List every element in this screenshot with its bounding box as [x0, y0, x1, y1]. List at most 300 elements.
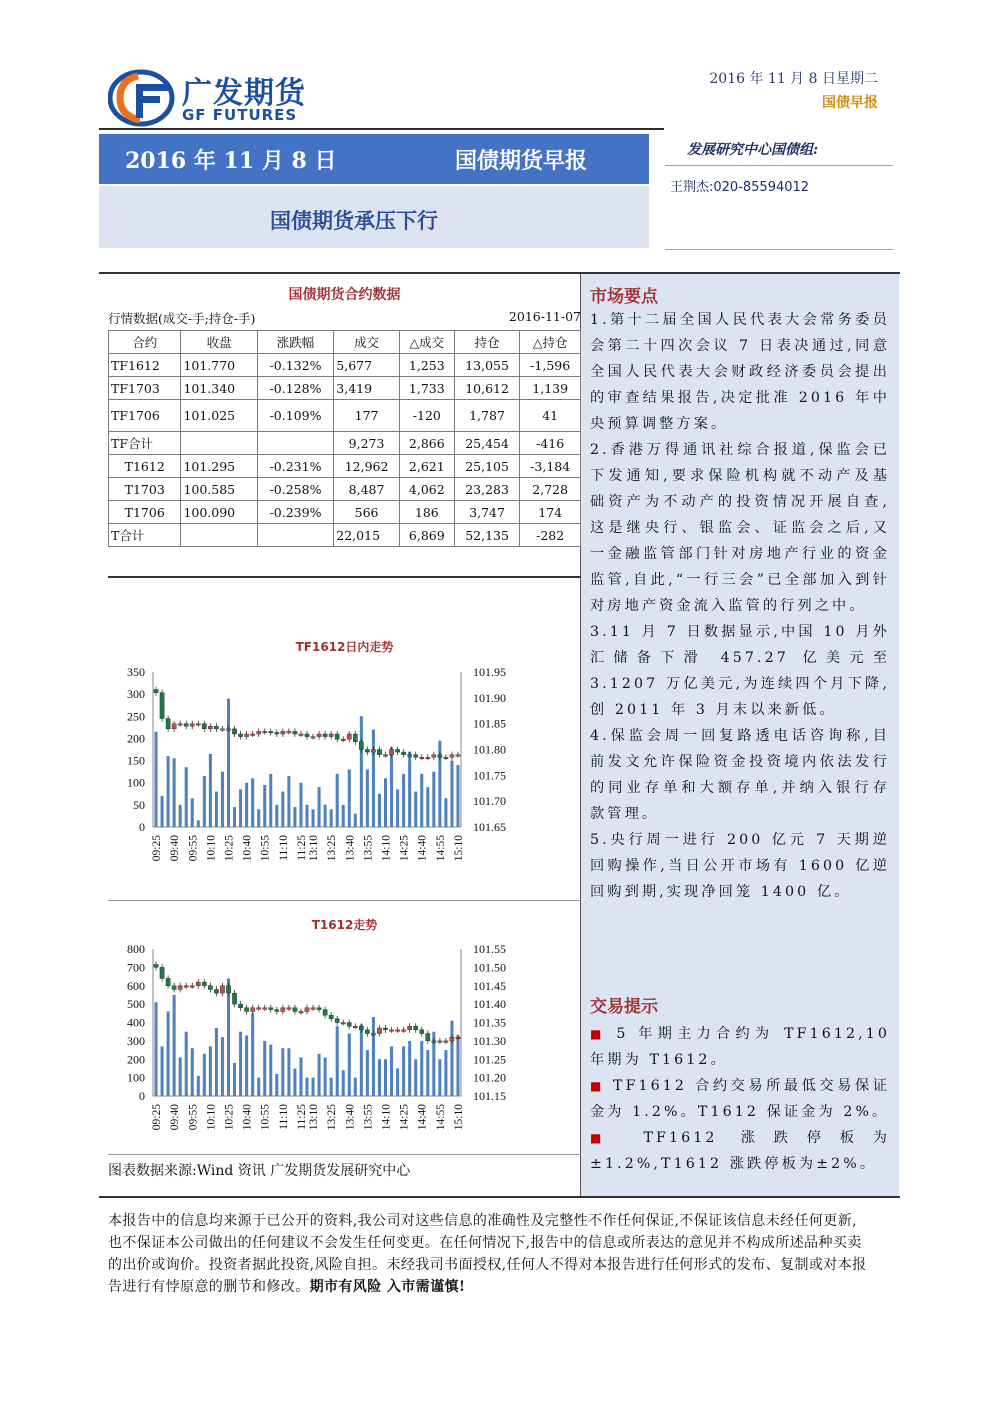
price-candle [456, 1037, 460, 1039]
table-cell: 174 [520, 501, 581, 524]
x-tick-label: 13:40 [344, 835, 357, 862]
volume-bar [444, 798, 447, 827]
price-candle [293, 1008, 297, 1012]
volume-bar [173, 995, 176, 1096]
price-candle [251, 1008, 255, 1012]
table-row [109, 400, 581, 432]
volume-bar [269, 1045, 272, 1096]
table-cell: 9,273 [334, 432, 400, 455]
table-cell: -1,596 [520, 354, 581, 377]
volume-bar [155, 732, 158, 827]
price-candle [444, 1041, 448, 1043]
volume-bar [450, 761, 453, 827]
x-tick-label: 10:25 [223, 835, 236, 862]
tip-text: 5 年期主力合约为 TF1612,10 年期为 T1612。 [590, 1026, 890, 1068]
price-candle [214, 726, 218, 729]
disclaimer [108, 1210, 868, 1298]
volume-bar [263, 785, 266, 827]
table-cell: 101.770 [181, 354, 257, 377]
tf1612-intraday-chart [108, 660, 581, 890]
volume-bar [305, 1078, 308, 1096]
x-tick-label: 09:40 [169, 835, 182, 862]
price-candle [184, 986, 188, 988]
tip-item [590, 1073, 890, 1125]
price-candle [251, 734, 255, 736]
table-cell: 2,728 [520, 478, 581, 501]
price-candle [263, 731, 267, 733]
volume-bar [215, 792, 218, 827]
price-candle [178, 724, 182, 726]
table-cell: 2,866 [399, 432, 454, 455]
price-candle [317, 734, 321, 737]
y-tick-label: 200 [127, 731, 145, 746]
tip-text: TF1612 合约交易所最低交易保证金为 1.2%。T1612 保证金为 2%。 [590, 1078, 890, 1120]
volume-bar [354, 814, 357, 827]
y2-tick-label: 101.45 [473, 978, 506, 993]
volume-bar [191, 798, 194, 827]
volume-bar [378, 794, 381, 827]
price-candle [299, 1011, 303, 1013]
price-candle [377, 1028, 381, 1034]
price-candle [383, 1028, 387, 1030]
volume-bar [438, 1059, 441, 1096]
chart-separator [108, 1154, 581, 1155]
volume-bar [299, 1057, 302, 1096]
table-header-row [109, 331, 581, 354]
x-tick-label: 14:55 [434, 835, 447, 862]
volume-bar [396, 789, 399, 827]
table-cell: 23,283 [454, 478, 520, 501]
table-row [109, 524, 581, 547]
table-header-cell: 成交 [334, 331, 400, 354]
headline: 国债期货承压下行 [270, 208, 438, 233]
chart-source: 图表数据来源:Wind 资讯 广发期货发展研究中心 [108, 1163, 411, 1179]
table-row [109, 432, 581, 455]
volume-bar [197, 1076, 200, 1096]
price-candle [299, 734, 303, 736]
table-cell: 3,747 [454, 501, 520, 524]
volume-bar [257, 1078, 260, 1096]
y-tick-label: 200 [127, 1052, 145, 1067]
price-candle [323, 734, 327, 737]
x-tick-label: 13:10 [308, 1104, 321, 1131]
price-candle [432, 1041, 436, 1043]
x-tick-label: 14:10 [380, 835, 393, 862]
y-tick-label: 350 [127, 665, 145, 679]
tip-text: TF1612 涨跌停板为±1.2%,T1612 涨跌停板为±2%。 [590, 1130, 890, 1172]
y2-tick-label: 101.20 [473, 1070, 506, 1085]
table-cell: 52,135 [454, 524, 520, 547]
x-tick-label: 09:55 [187, 835, 200, 862]
table-cell: 3,419 [334, 377, 400, 400]
volume-bar [402, 774, 405, 827]
volume-bar [318, 1054, 321, 1096]
price-candle [160, 693, 164, 719]
volume-bar [408, 1041, 411, 1096]
volume-bar [239, 789, 242, 827]
price-candle [190, 986, 194, 988]
x-tick-label: 11:10 [277, 1104, 290, 1130]
price-candle [402, 752, 406, 755]
x-tick-label: 10:25 [223, 1104, 236, 1131]
y-tick-label: 400 [127, 1015, 145, 1030]
table-cell: T合计 [109, 524, 181, 547]
volume-bar [269, 774, 272, 827]
table-cell: 10,612 [454, 377, 520, 400]
table-cell: 2,621 [399, 455, 454, 478]
price-candle [317, 1008, 321, 1010]
y2-tick-label: 101.15 [473, 1089, 506, 1103]
x-tick-label: 10:10 [205, 835, 218, 862]
table-row [109, 455, 581, 478]
x-tick-label: 10:55 [259, 835, 272, 862]
table-title: 国债期货合约数据 [288, 287, 401, 303]
table-header-cell: △成交 [399, 331, 454, 354]
price-candle [281, 731, 285, 734]
table-header-cell: 合约 [109, 331, 181, 354]
volume-bar [420, 774, 423, 827]
author-contact: 王荆杰:020-85594012 [665, 166, 893, 250]
table-cell: -0.132% [257, 354, 334, 377]
price-candle [269, 1008, 273, 1010]
price-candle [269, 731, 273, 733]
table-cell: -0.239% [257, 501, 334, 524]
x-tick-label: 09:25 [151, 1104, 164, 1131]
volume-bar [233, 1063, 236, 1096]
price-candle [341, 1023, 345, 1025]
table-row [109, 377, 581, 400]
volume-bar [221, 772, 224, 827]
price-candle [238, 734, 242, 737]
volume-bar [450, 1021, 453, 1096]
table-subtitle-text: 行情数据(成交-手;持仓-手) [108, 311, 256, 326]
volume-bar [179, 805, 182, 827]
volume-bar [155, 1002, 158, 1096]
volume-bar [414, 792, 417, 827]
volume-bar [366, 769, 369, 827]
market-paragraph: 3.11 月 7 日数据显示,中国 10 月外汇储备下滑 457.27 亿美元至 3.1207 万亿美元,为连续四个月下降,创 2011 年 3 月末以来新低。 [590, 624, 890, 718]
table-cell: T1612 [109, 455, 181, 478]
volume-bar [305, 805, 308, 827]
price-candle [257, 731, 261, 734]
y2-tick-label: 101.75 [473, 768, 506, 783]
price-candle [353, 1026, 357, 1028]
price-candle [305, 734, 309, 737]
volume-bar [167, 756, 170, 827]
volume-bar [342, 805, 345, 827]
y-tick-label: 100 [127, 1070, 145, 1085]
author-box [665, 134, 893, 250]
table-cell: -0.258% [257, 478, 334, 501]
x-tick-label: 10:40 [241, 835, 254, 862]
price-candle [172, 724, 176, 729]
volume-bar [324, 1057, 327, 1096]
price-candle [438, 1041, 442, 1043]
table-row [109, 354, 581, 377]
price-candle [208, 726, 212, 729]
price-candle [341, 739, 345, 741]
price-candle [359, 1026, 363, 1030]
x-tick-label: 14:40 [416, 1104, 429, 1131]
price-candle [335, 1019, 339, 1023]
price-candle [232, 993, 236, 1004]
y2-tick-label: 101.35 [473, 1015, 506, 1030]
logo-text-en: GF FUTURES [182, 106, 298, 124]
header-rule [99, 128, 664, 130]
volume-bar [299, 783, 302, 827]
volume-bar [348, 769, 351, 827]
price-candle [244, 1008, 248, 1012]
volume-bar [245, 1035, 248, 1096]
y-tick-label: 0 [139, 1089, 145, 1103]
market-paragraph: 5.央行周一进行 200 亿元 7 天期逆回购操作,当日公开市场有 1600 亿逆回购到期,实现净回笼 1400 亿。 [590, 832, 890, 900]
volume-bar [239, 1032, 242, 1096]
x-tick-label: 13:55 [362, 1104, 375, 1131]
price-candle [244, 734, 248, 737]
volume-bar [390, 747, 393, 827]
price-candle [420, 1030, 424, 1034]
price-candle [293, 731, 297, 734]
price-candle [426, 1034, 430, 1041]
table-cell: -282 [520, 524, 581, 547]
price-candle [220, 986, 224, 993]
volume-bar [209, 1046, 212, 1096]
x-tick-label: 11:10 [277, 835, 290, 861]
volume-bar [179, 1057, 182, 1096]
table-row [109, 478, 581, 501]
price-candle [275, 732, 279, 734]
table-cell: 41 [520, 400, 581, 432]
price-candle [232, 729, 236, 734]
table-cell: 1,787 [454, 400, 520, 432]
table-cell: 4,062 [399, 478, 454, 501]
table-bottom-rule [108, 576, 581, 578]
x-tick-label: 13:10 [308, 835, 321, 862]
table-cell: 177 [334, 400, 400, 432]
volume-bar [185, 1032, 188, 1096]
table-cell: 25,105 [454, 455, 520, 478]
volume-bar [444, 1050, 447, 1096]
volume-bar [287, 776, 290, 827]
x-tick-label: 09:25 [151, 835, 164, 862]
x-tick-label: 09:40 [169, 1104, 182, 1131]
y2-tick-label: 101.50 [473, 960, 506, 975]
table-cell: 25,454 [454, 432, 520, 455]
price-candle [389, 1030, 393, 1032]
volume-bar [197, 820, 200, 827]
price-candle [353, 734, 357, 742]
table-header-cell: △持仓 [520, 331, 581, 354]
price-candle [365, 750, 369, 753]
y2-tick-label: 101.95 [473, 665, 506, 679]
table-cell: -0.128% [257, 377, 334, 400]
price-candle [347, 1023, 351, 1027]
price-candle [196, 724, 200, 726]
price-candle [395, 750, 399, 753]
table-cell: 101.295 [181, 455, 257, 478]
table-cell: 186 [399, 501, 454, 524]
price-candle [172, 986, 176, 990]
volume-bar [281, 792, 284, 827]
price-candle [323, 1010, 327, 1016]
title-bar-date: 2016 年 11 月 8 日 [125, 148, 337, 174]
price-candle [263, 1008, 267, 1010]
report-type: 国债早报 [822, 95, 878, 111]
x-tick-label: 09:55 [187, 1104, 200, 1131]
price-candle [287, 1008, 291, 1010]
x-tick-label: 15:10 [452, 1104, 465, 1131]
disclaimer-text: 本报告中的信息均来源于已公开的资料,我公司对这些信息的准确性及完整性不作任何保证,不保证该信息未经任何更新,也不保证本公司做出的任何建议不会发生任何变更。在任何情况下,报告中的信息或所表达的意见并不构成所述品种买卖的出价或询价。投资者据此投资,风险自担。未经我司书面授权,任何人不得对本报告进行任何形式的发布、复制或对本报告进行有悖原意的删节和修改。 [108, 1213, 867, 1295]
y-tick-label: 50 [133, 797, 145, 812]
price-candle [184, 724, 188, 727]
price-candle [311, 1008, 315, 1010]
tips-title: 交易提示 [590, 997, 658, 1017]
title-bar-title: 国债期货早报 [455, 148, 588, 174]
volume-bar [233, 807, 236, 827]
price-candle [329, 734, 333, 737]
price-candle [220, 729, 224, 731]
price-candle [395, 1030, 399, 1032]
price-candle [281, 1008, 285, 1012]
y-tick-label: 800 [127, 942, 145, 956]
table-cell: 5,677 [334, 354, 400, 377]
y2-tick-label: 101.30 [473, 1033, 506, 1048]
table-cell: TF1703 [109, 377, 181, 400]
price-candle [371, 750, 375, 753]
y-tick-label: 300 [127, 1033, 145, 1048]
chart-separator [108, 900, 581, 901]
y2-tick-label: 101.55 [473, 942, 506, 956]
y2-tick-label: 101.85 [473, 716, 506, 731]
price-candle [359, 742, 363, 750]
volume-bar [456, 765, 459, 827]
volume-bar [221, 1037, 224, 1096]
price-candle [329, 1015, 333, 1019]
table-cell: 12,962 [334, 455, 400, 478]
table-header-cell: 涨跌幅 [257, 331, 334, 354]
table-cell: 100.585 [181, 478, 257, 501]
table-cell: -120 [399, 400, 454, 432]
y-tick-label: 250 [127, 709, 145, 724]
price-candle [365, 1030, 369, 1034]
x-tick-label: 13:25 [326, 835, 339, 862]
price-candle [444, 757, 448, 759]
market-paragraph: 2.香港万得通讯社综合报道,保监会已下发通知,要求保险机构就不动产及基础资产为不动产的投资情况开展自查,这是继央行、银监会、证监会之后,又一金融监管部门针对房地产行业的资金监管,自此,“一行三会”已全部加入到针对房地产资金流入监管的行列之中。 [590, 442, 890, 614]
volume-bar [414, 1059, 417, 1096]
table-cell: -416 [520, 432, 581, 455]
bullet-square-icon: ■ [590, 1079, 605, 1093]
y-tick-label: 100 [127, 775, 145, 790]
volume-bar [167, 1011, 170, 1096]
x-tick-label: 11:25 [295, 1104, 308, 1130]
x-tick-label: 14:25 [398, 835, 411, 862]
volume-bar [456, 1035, 459, 1096]
price-candle [166, 719, 170, 729]
volume-bar [251, 1013, 254, 1096]
price-candle [414, 1026, 418, 1030]
price-candle [202, 982, 206, 986]
volume-bar [354, 1078, 357, 1096]
bullet-square-icon: ■ [590, 1027, 607, 1041]
table-cell: 100.090 [181, 501, 257, 524]
volume-bar [342, 1070, 345, 1096]
price-candle [154, 964, 158, 967]
volume-bar [426, 1050, 429, 1096]
volume-bar [275, 1074, 278, 1096]
volume-bar [360, 716, 363, 827]
volume-bar [402, 1046, 405, 1096]
price-candle [420, 757, 424, 759]
y2-tick-label: 101.40 [473, 997, 506, 1012]
price-candle [196, 982, 200, 986]
table-header-cell: 收盘 [181, 331, 257, 354]
tip-item [590, 1021, 890, 1073]
logo [108, 66, 358, 128]
y-tick-label: 300 [127, 687, 145, 702]
y-tick-label: 0 [139, 820, 145, 834]
price-candle [275, 1010, 279, 1012]
volume-bar [372, 730, 375, 827]
table-cell: TF1612 [109, 354, 181, 377]
table-cell: -0.231% [257, 455, 334, 478]
market-paragraph: 1.第十二届全国人民代表大会常务委员会第二十四次会议 7 日表决通过,同意全国人民代表大会财政经济委员会提出的审查结果报告,决定批准 2016 年中央预算调整方案。 [590, 312, 890, 432]
volume-bar [318, 787, 321, 827]
table-cell: 101.025 [181, 400, 257, 432]
table-cell: -0.109% [257, 400, 334, 432]
volume-bar [245, 783, 248, 827]
price-candle [383, 755, 387, 757]
price-candle [408, 1026, 412, 1030]
volume-bar [161, 1046, 164, 1096]
volume-bar [161, 796, 164, 827]
x-tick-label: 13:40 [344, 1104, 357, 1131]
x-tick-label: 13:25 [326, 1104, 339, 1131]
table-cell: 566 [334, 501, 400, 524]
report-date: 2016 年 11 月 8 日星期二 [709, 71, 878, 87]
volume-bar [384, 778, 387, 827]
volume-bar [348, 1034, 351, 1096]
volume-bar [293, 1068, 296, 1096]
volume-bar [173, 758, 176, 827]
price-candle [154, 690, 158, 693]
volume-bar [336, 1026, 339, 1096]
market-title: 市场要点 [590, 287, 658, 307]
price-candle [347, 734, 351, 739]
price-candle [190, 724, 194, 727]
price-candle [335, 734, 339, 739]
y2-tick-label: 101.25 [473, 1052, 506, 1067]
price-candle [208, 986, 212, 990]
volume-bar [330, 1078, 333, 1096]
y-tick-label: 500 [127, 997, 145, 1012]
bullet-square-icon: ■ [590, 1131, 621, 1145]
volume-bar [275, 805, 278, 827]
volume-bar [215, 1028, 218, 1096]
table-cell [181, 432, 257, 455]
volume-bar [396, 1068, 399, 1096]
price-candle [438, 755, 442, 758]
y-tick-label: 700 [127, 960, 145, 975]
volume-bar [293, 807, 296, 827]
volume-bar [287, 1048, 290, 1096]
y-tick-label: 600 [127, 978, 145, 993]
x-tick-label: 15:10 [452, 835, 465, 862]
volume-bar [372, 1017, 375, 1096]
price-candle [160, 967, 164, 978]
volume-bar [257, 809, 260, 827]
market-section [590, 282, 890, 905]
table-subtitle [108, 309, 581, 327]
